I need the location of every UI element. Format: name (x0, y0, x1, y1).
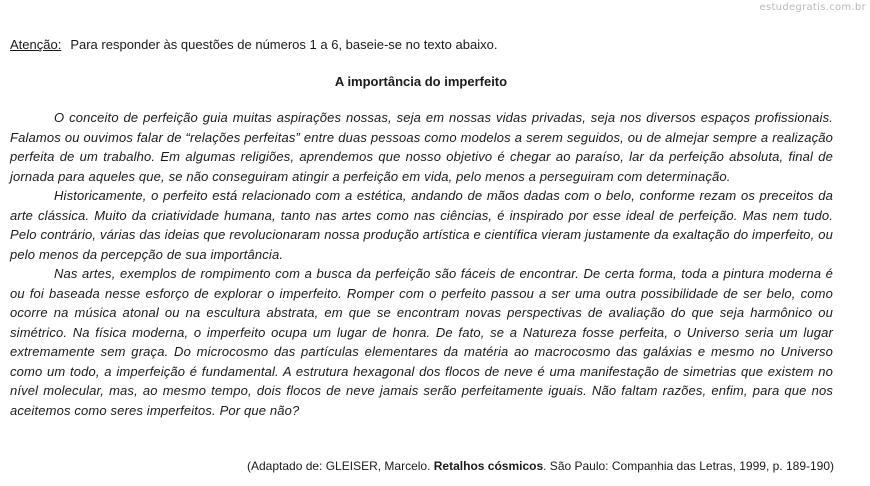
text-title: A importância do imperfeito (334, 74, 508, 89)
paragraph-1: O conceito de perfeição guia muitas aspirações nossas, seja em nossas vidas privadas, seja nos diversos espaços profissionais. Falamos ou ouvimos falar de “relações perfeitas” entre duas pessoas como modelos a serem seguidos, ou de almejar sempre a realização perfeita de um trabalho. Em algumas religiões, aprendemos que nosso objetivo é chegar ao paraíso, lar da perfeição absoluta, final de jornada para aqueles que, se não conseguiram atingir a perfeição em vida, pelo menos a perseguiram com determinação. (10, 110, 833, 184)
text-body (10, 108, 833, 420)
citation-prefix: (Adaptado de: GLEISER, Marcelo. (247, 459, 434, 473)
citation-book-title: Retalhos cósmicos (433, 459, 544, 473)
attention-label: Atenção: (10, 37, 62, 52)
instruction-text: Para responder às questões de números 1 a 6, baseie-se no texto abaixo. (70, 37, 498, 52)
paragraph-3: Nas artes, exemplos de rompimento com a busca da perfeição são fáceis de encontrar. De certa forma, toda a pintura moderna é ou foi baseada nesse esforço de explorar o imperfeito. Romper com o perfeito passou a ser uma outra possibilidade de ser belo, como ocorre na música atonal ou na escultura abstrata, em que se encontram novas perspectivas de avaliação do que seja harmônico ou simétrico. Na física moderna, o imperfeito ocupa um lugar de honra. De fato, se a Natureza fosse perfeita, o Universo seria um lugar extremamente sem graça. Do microcosmo das partículas elementares da matéria ao macrocosmo das galáxias e mesmo no Universo como um todo, a imperfeição é fundamental. A estrutura hexagonal dos flocos de neve é uma manifestação de simetrias que existem no nível molecular, mas, ao mesmo tempo, dois flocos de neve jamais serão perfeitamente iguais. Não faltam razões, enfim, para que nos aceitemos como seres imperfeitos. Por que não? (10, 266, 833, 418)
instruction-line (10, 37, 497, 52)
site-watermark: estudegratis.com.br (759, 2, 866, 13)
paragraph-2: Historicamente, o perfeito está relacionado com a estética, andando de mãos dadas com o belo, conforme rezam os preceitos da arte clássica. Muito da criatividade humana, tanto nas artes como nas ciências, é inspirado por esse ideal de perfeição. Mas nem tudo. Pelo contrário, várias das ideias que revolucionaram nossa produção artística e científica vieram justamente da exaltação do imperfeito, ou pelo menos da percepção de sua importância. (10, 188, 833, 262)
citation-suffix: . São Paulo: Companhia das Letras, 1999, p. 189-190) (543, 459, 834, 473)
source-citation (247, 459, 834, 473)
